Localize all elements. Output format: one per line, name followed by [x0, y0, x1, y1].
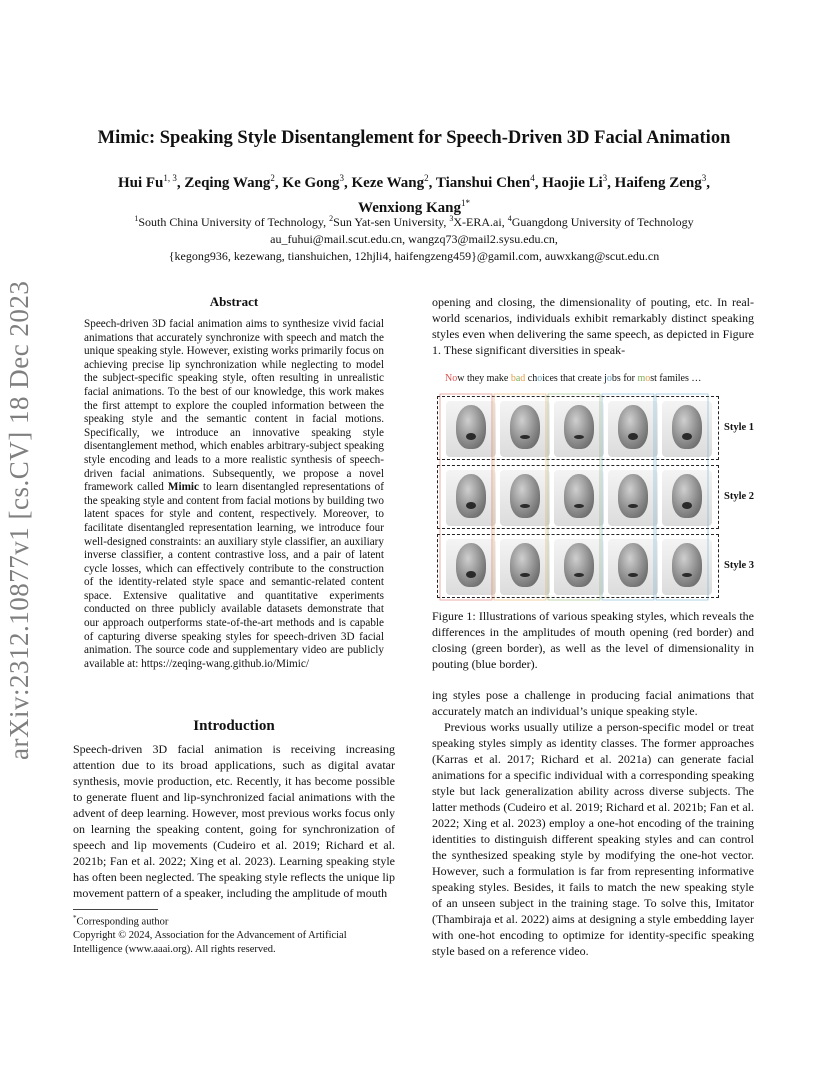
paragraph-previous-works: Previous works usually utilize a person-specific model or treat speaking styles simply as identity classes. The former approaches (Karras et al. 2017; Richard et al. 2021a) can generate facial animations for a specific individual with a corresponding speaking style but lack generalization ability across diverse subjects. The latter methods (Cudeiro et al. 2019; Richard et al. 2021b; Fan et al. 2022; Xing et al. 2023) employ a one-hot encoding of the training identities to distinguish different speaking styles and can control the synthesized speaking style by modifying the one-hot vector. However, such a formulation is far from representing informative speaking styles. Besides, it fails to match the new speaking style of an unseen subject in the training stage. To solve this, Imitator (Thambiraja et al. 2022) aims at designing a style embedding layer with one-hot encoding to optimize for identity-specific speaking style based on a reference video. [432, 720, 754, 958]
author-affiliation-mark: 2 [270, 173, 275, 183]
author-name: Tianshui Chen [435, 175, 531, 191]
sentence-segment: a [515, 373, 521, 384]
copyright-note: Copyright © 2024, Association for the Advancement of Artificial Intelligence (www.aaai.org). All rights reserved. [73, 930, 347, 955]
affiliation-name: Guangdong University of Technology [511, 215, 694, 229]
affiliations [40, 210, 788, 265]
affiliation-mark: 3 [449, 214, 454, 223]
sentence-segment: o [537, 373, 543, 384]
author-affiliation-mark: 2 [424, 173, 429, 183]
style-label-3: Style 3 [724, 560, 755, 571]
author-affiliation-mark: 3 [701, 173, 707, 183]
email-line-1: au_fuhui@mail.scut.edu.cn, wangzq73@mail2.sysu.edu.cn, [270, 232, 558, 246]
author-name: Keze Wang [351, 175, 425, 191]
sentence-segment: o [606, 373, 612, 384]
paragraph-continuation: ing styles pose a challenge in producing facial animations that accurately match an individual’s unique speaking style. [432, 688, 754, 718]
author-name: Haifeng Zeng [614, 175, 702, 191]
paper-title: Mimic: Speaking Style Disentanglement for Speech-Driven 3D Facial Animation [97, 128, 731, 148]
right-column-intro-text: opening and closing, the dimensionality of pouting, etc. In real-world scenarios, individuals exhibit remarkably distinct speaking styles even when delivering the same speech, as depicted in Figure 1. These significant diversities in speak- [432, 295, 754, 357]
footnote [73, 912, 395, 956]
author-affiliation-mark: 3 [339, 173, 345, 183]
sentence-segment: d [520, 373, 528, 384]
sentence-segment: j [604, 373, 607, 384]
sentence-segment: bs for [611, 373, 638, 384]
author-name: Wenxiong Kang [358, 200, 461, 216]
sentence-segment: m [637, 373, 646, 384]
author-line-1: Hui Fu$^{1, 3}$, Zeqing Wang$^2$, Ke Gong$^3$, Keze Wang$^2$, Tianshui Chen$^4$, Haojie Li$^3$, Haifeng Zeng$^3$, [117, 173, 711, 191]
sentence-segment: b [510, 373, 516, 384]
abstract-heading: Abstract [209, 294, 259, 309]
arxiv-identifier: arXiv:2312.10877v1 [cs.CV] 18 Dec 2023 [4, 280, 34, 760]
sentence-segment: No [445, 373, 458, 384]
affiliation-mark: 2 [329, 214, 334, 223]
style-label-2: Style 2 [724, 491, 755, 502]
sentence-segment: w they make [457, 373, 511, 384]
introduction-body: Speech-driven 3D facial animation is receiving increasing attention due to its broad applications, such as digital avatar synthesis, movie production, etc. Recently, it has become possible to generate fluent and lip-synchronized facial animations with the advent of deep learning. However, most previous works focus only on learning the speaking content, going for synchronization of speech and lip movements (Cudeiro et al. 2019; Richard et al. 2021b; Fan et al. 2022; Xing et al. 2023). Learning speaking style has often been neglected. The speaking style reflects the unique lip movement pattern of a speaker, including the amplitude of mouth [73, 742, 395, 900]
author-affiliation-mark: 1, 3 [163, 173, 177, 183]
author-affiliation-mark: 4 [530, 173, 535, 183]
affiliation-mark: 4 [507, 214, 512, 223]
figure-border-overlay [432, 392, 732, 604]
footnote-divider [73, 909, 158, 910]
introduction-heading: Introduction [193, 718, 275, 734]
right-column-body [432, 687, 754, 959]
author-affiliation-mark: 1* [460, 198, 470, 208]
figure-caption: Figure 1: Illustrations of various speaking styles, which reveals the differences in the amplitudes of mouth opening (red border) and closing (green border), as well as the level of dimensionality in pouting (blue border). [432, 609, 754, 671]
affiliation-line [40, 210, 788, 231]
style-label-1: Style 1 [724, 422, 755, 433]
author-name: Hui Fu [117, 175, 164, 191]
abstract-body: Speech-driven 3D facial animation aims to synthesize vivid facial animations that accurately synchronize with speech and match the unique speaking style. However, existing works primarily focus on achieving precise lip synchronization while neglecting to model the subject-specific speaking style, often resulting in unrealistic facial animations. To the best of our knowledge, this work makes the first attempt to explore the coupled information between the speaking style and the semantic content in facial motions. Specifically, we introduce an innovative speaking style disentanglement method, which enables arbitrary-subject speaking style encoding and leads to a more realistic synthesis of speech-driven facial animations. Subsequently, we propose a novel framework called Mimic to learn disentangled representations of the speaking style and content from facial motions by building two latent spaces for style and content, respectively. Moreover, to facilitate disentangled representation learning, we introduce four well-designed constraints: an auxiliary style classifier, an auxiliary inverse classifier, a content contrastive loss, and a pair of latent cycle losses, which can effectively contribute to the construction of the identity-related style space and semantic-related content space. Extensive qualitative and quantitative experiments conducted on three publicly available datasets demonstrate that our approach outperforms state-of-the-art methods and is capable of capturing diverse speaking styles for speech-driven 3D facial animation. The source code and supplementary video are publicly available at: https://zeqing-wang.github.io/Mimic/ [84, 318, 384, 670]
affiliation-name: X-ERA.ai, [453, 215, 508, 229]
author-name: Haojie Li [542, 175, 603, 191]
sentence-segment: st familes … [650, 373, 702, 384]
affiliation-name: Sun Yat-sen University, [333, 215, 450, 229]
sentence-segment: ices that create [542, 373, 605, 384]
email-line-2: {kegong936, kezewang, tianshuichen, 12hjli4, haifengzeng459}@gamil.com, auwxkang@scut.edu.cn [168, 249, 660, 263]
mimic-bold: Mimic [167, 481, 199, 494]
sentence-segment: ch [527, 373, 538, 384]
author-name: Ke Gong [282, 175, 340, 191]
affiliation-mark: 1 [134, 214, 139, 223]
sentence-segment: o [645, 373, 651, 384]
author-name: Zeqing Wang [184, 175, 271, 191]
corresponding-note: *Corresponding author [73, 914, 169, 928]
author-affiliation-mark: 3 [602, 173, 608, 183]
affiliation-name: South China University of Technology, [138, 215, 330, 229]
figure-sentence [445, 373, 701, 384]
